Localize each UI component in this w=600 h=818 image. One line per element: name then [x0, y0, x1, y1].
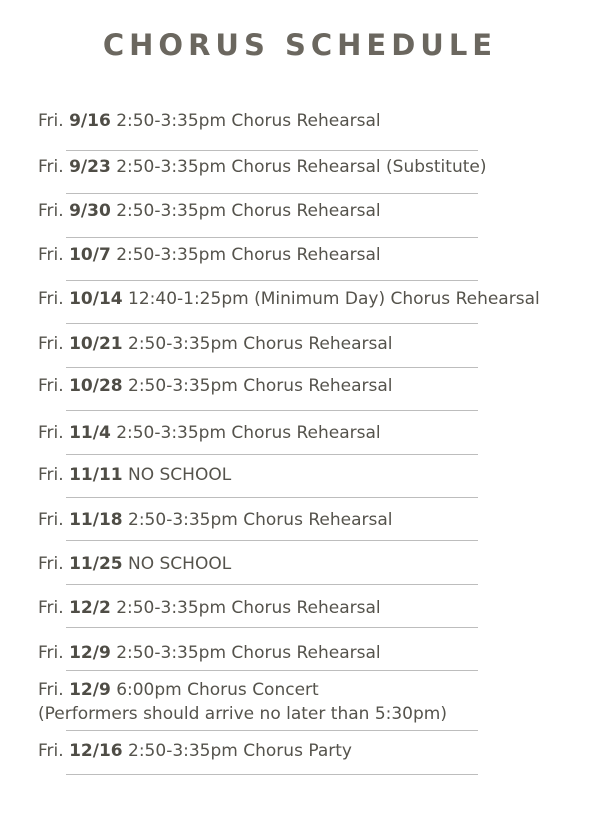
row-text: 2:50-3:35pm Chorus Rehearsal	[116, 245, 381, 265]
row-text: 2:50-3:35pm Chorus Rehearsal	[128, 376, 393, 396]
row-date: 11/11	[69, 465, 123, 485]
row-day: Fri.	[38, 465, 64, 485]
row-day: Fri.	[38, 376, 64, 396]
row-text: 6:00pm Chorus Concert	[116, 680, 319, 700]
row-divider	[66, 730, 478, 731]
row-text: 2:50-3:35pm Chorus Party	[128, 741, 352, 761]
row-day: Fri.	[38, 423, 64, 443]
row-divider	[66, 670, 478, 671]
row-text: NO SCHOOL	[128, 554, 232, 574]
row-date: 9/30	[69, 201, 111, 221]
row-divider	[66, 584, 478, 585]
row-divider	[66, 454, 478, 455]
row-divider	[66, 150, 478, 151]
row-note: (Performers should arrive no later than 5:30pm)	[38, 704, 447, 724]
row-date: 10/21	[69, 334, 123, 354]
schedule-row	[38, 374, 392, 398]
row-text: 2:50-3:35pm Chorus Rehearsal	[128, 334, 393, 354]
row-date: 9/23	[69, 157, 111, 177]
row-day: Fri.	[38, 554, 64, 574]
row-day: Fri.	[38, 289, 64, 309]
row-day: Fri.	[38, 643, 64, 663]
row-divider	[66, 323, 478, 324]
schedule-row	[38, 332, 392, 356]
row-text: 2:50-3:35pm Chorus Rehearsal	[116, 598, 381, 618]
row-date: 9/16	[69, 111, 111, 131]
row-text: NO SCHOOL	[128, 465, 232, 485]
row-divider	[66, 627, 478, 628]
row-divider	[66, 280, 478, 281]
row-date: 10/28	[69, 376, 123, 396]
row-divider	[66, 774, 478, 775]
schedule-row	[38, 155, 486, 179]
page-title: CHORUS SCHEDULE	[102, 28, 498, 62]
schedule-row	[38, 243, 381, 267]
row-text: 2:50-3:35pm Chorus Rehearsal	[116, 423, 381, 443]
row-day: Fri.	[38, 598, 64, 618]
row-date: 10/14	[69, 289, 123, 309]
schedule-row	[38, 463, 231, 487]
row-date: 12/2	[69, 598, 111, 618]
row-date: 10/7	[69, 245, 111, 265]
row-divider	[66, 497, 478, 498]
row-day: Fri.	[38, 201, 64, 221]
row-text: 2:50-3:35pm Chorus Rehearsal	[128, 510, 393, 530]
row-text: 2:50-3:35pm Chorus Rehearsal	[116, 111, 381, 131]
row-text: 12:40-1:25pm (Minimum Day) Chorus Rehearsal	[128, 289, 540, 309]
row-date: 12/9	[69, 680, 111, 700]
row-divider	[66, 410, 478, 411]
row-divider	[66, 540, 478, 541]
schedule-row	[38, 109, 381, 133]
row-divider	[66, 367, 478, 368]
row-day: Fri.	[38, 157, 64, 177]
row-divider	[66, 237, 478, 238]
row-text: 2:50-3:35pm Chorus Rehearsal	[116, 201, 381, 221]
row-text: 2:50-3:35pm Chorus Rehearsal (Substitute)	[116, 157, 487, 177]
row-day: Fri.	[38, 510, 64, 530]
schedule-row	[38, 421, 381, 445]
schedule-row	[38, 199, 381, 223]
row-date: 11/4	[69, 423, 111, 443]
row-day: Fri.	[38, 334, 64, 354]
row-day: Fri.	[38, 245, 64, 265]
schedule-row	[38, 508, 392, 532]
schedule-row	[38, 596, 381, 620]
schedule-row	[38, 739, 352, 763]
row-date: 12/16	[69, 741, 123, 761]
row-text: 2:50-3:35pm Chorus Rehearsal	[116, 643, 381, 663]
row-day: Fri.	[38, 111, 64, 131]
schedule-row	[38, 287, 540, 311]
row-day: Fri.	[38, 741, 64, 761]
row-date: 11/18	[69, 510, 123, 530]
schedule-row	[38, 641, 381, 665]
row-day: Fri.	[38, 680, 64, 700]
schedule-row	[38, 552, 231, 576]
row-divider	[66, 193, 478, 194]
schedule-row	[38, 678, 447, 726]
row-date: 11/25	[69, 554, 123, 574]
row-date: 12/9	[69, 643, 111, 663]
